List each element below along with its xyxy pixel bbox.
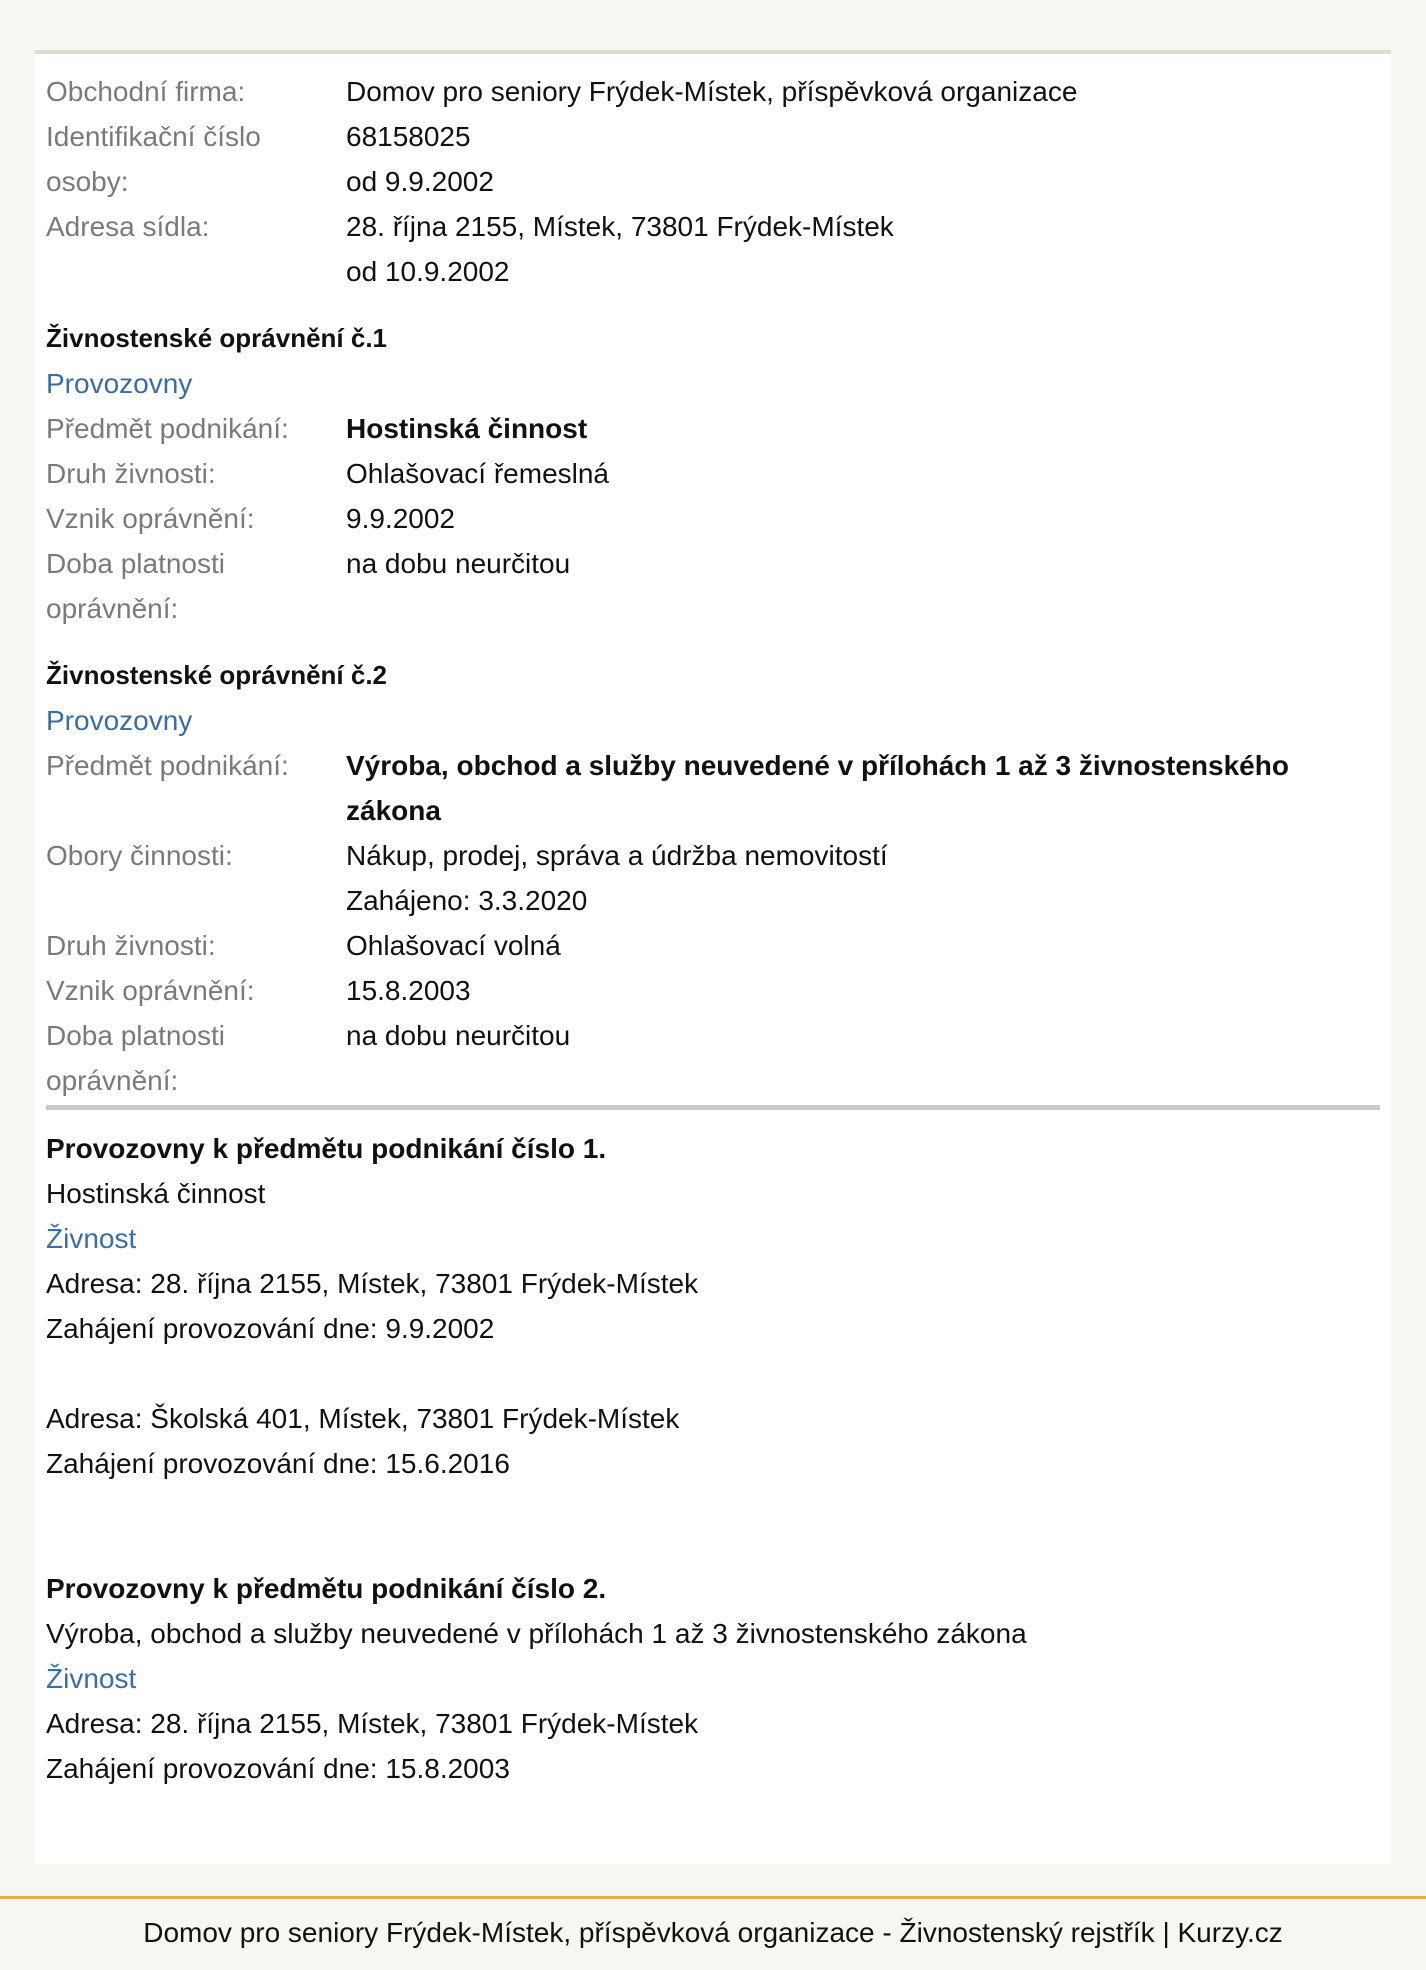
company-address-row xyxy=(46,204,1391,294)
license-1-type-row xyxy=(46,451,1391,496)
registry-content xyxy=(35,54,1391,1791)
establishments-1-zivnost-link[interactable]: Živnost xyxy=(46,1223,137,1254)
license-2-fields-started: Zahájeno: 3.3.2020 xyxy=(346,885,588,916)
license-2-type-value: Ohlašovací volná xyxy=(346,930,561,961)
spacer xyxy=(46,1351,1391,1396)
establishments-2-subject: Výroba, obchod a služby neuvedené v přílohách 1 až 3 živnostenského zákona xyxy=(46,1618,1027,1649)
company-name-value: Domov pro seniory Frýdek-Místek, příspěvková organizace xyxy=(346,76,1078,107)
license-1-validity-row xyxy=(46,541,1391,631)
license-2-type-row xyxy=(46,923,1391,968)
company-id-row xyxy=(46,114,1391,204)
license-2-title: Živnostenské oprávnění č.2 xyxy=(46,660,388,690)
license-2-provozovny-link[interactable]: Provozovny xyxy=(46,705,193,736)
company-id-since: od 9.9.2002 xyxy=(346,166,494,197)
license-2-type-label: Druh živnosti: xyxy=(46,930,216,961)
establishments-1-entry-1-started: Zahájení provozování dne: 9.9.2002 xyxy=(46,1313,495,1344)
establishments-2-title: Provozovny k předmětu podnikání číslo 2. xyxy=(46,1573,607,1604)
license-1-origin-row xyxy=(46,496,1391,541)
establishments-2-zivnost-link[interactable]: Živnost xyxy=(46,1663,137,1694)
company-address-value: 28. října 2155, Místek, 73801 Frýdek-Místek xyxy=(346,211,894,242)
license-1-origin-label: Vznik oprávnění: xyxy=(46,503,255,534)
license-2-validity-value: na dobu neurčitou xyxy=(346,1020,571,1051)
establishments-2-entry-1-address: Adresa: 28. října 2155, Místek, 73801 Frýdek-Místek xyxy=(46,1708,699,1739)
company-address-since: od 10.9.2002 xyxy=(346,256,510,287)
section-divider xyxy=(46,1105,1380,1110)
license-1-type-value: Ohlašovací řemeslná xyxy=(346,458,610,489)
license-2-validity-label-line1: Doba platnosti xyxy=(46,1020,226,1051)
license-2-subject-row xyxy=(46,743,1391,833)
company-id-label-line2: osoby: xyxy=(46,166,129,197)
license-1-validity-label-line2: oprávnění: xyxy=(46,593,179,624)
license-2-fields-row xyxy=(46,833,1391,923)
spacer xyxy=(46,1486,1391,1566)
registry-card xyxy=(35,50,1391,1864)
license-2-origin-label: Vznik oprávnění: xyxy=(46,975,255,1006)
company-id-value-block xyxy=(346,114,1391,204)
company-name-row xyxy=(46,69,1391,114)
license-1-provozovny-link[interactable]: Provozovny xyxy=(46,368,193,399)
company-id-value: 68158025 xyxy=(346,121,471,152)
establishments-1-title: Provozovny k předmětu podnikání číslo 1. xyxy=(46,1133,607,1164)
establishments-1-entry-2-started: Zahájení provozování dne: 15.6.2016 xyxy=(46,1448,510,1479)
license-1-subject-row xyxy=(46,406,1391,451)
license-2-origin-value: 15.8.2003 xyxy=(346,975,471,1006)
establishments-1-subject: Hostinská činnost xyxy=(46,1178,266,1209)
establishments-1-entry-2-address: Adresa: Školská 401, Místek, 73801 Frýdek-Místek xyxy=(46,1403,680,1434)
license-1-subject-value: Hostinská činnost xyxy=(346,413,588,444)
license-2-subject-label: Předmět podnikání: xyxy=(46,750,289,781)
footer-text: Domov pro seniory Frýdek-Místek, příspěvková organizace - Živnostenský rejstřík | Kurzy.cz xyxy=(143,1917,1283,1948)
license-2-validity-label-line2: oprávnění: xyxy=(46,1065,179,1096)
company-id-label xyxy=(46,114,346,204)
license-1-validity-label-line1: Doba platnosti xyxy=(46,548,226,579)
license-1-title: Živnostenské oprávnění č.1 xyxy=(46,323,388,353)
license-2-validity-row xyxy=(46,1013,1391,1103)
company-address-value-block xyxy=(346,204,1391,294)
license-1-origin-value: 9.9.2002 xyxy=(346,503,455,534)
license-2-validity-label xyxy=(46,1013,346,1103)
establishments-1-entry-1-address: Adresa: 28. října 2155, Místek, 73801 Frýdek-Místek xyxy=(46,1268,699,1299)
license-1-validity-label xyxy=(46,541,346,631)
page-footer xyxy=(0,1896,1426,1970)
establishments-2-entry-1-started: Zahájení provozování dne: 15.8.2003 xyxy=(46,1753,510,1784)
license-1-validity-value: na dobu neurčitou xyxy=(346,548,571,579)
license-2-fields-value: Nákup, prodej, správa a údržba nemovitostí xyxy=(346,840,888,871)
company-address-label: Adresa sídla: xyxy=(46,211,210,242)
license-2-fields-value-block xyxy=(346,833,1391,923)
license-2-fields-label: Obory činnosti: xyxy=(46,840,233,871)
company-id-label-line1: Identifikační číslo xyxy=(46,121,261,152)
license-1-type-label: Druh živnosti: xyxy=(46,458,216,489)
company-name-label: Obchodní firma: xyxy=(46,76,246,107)
license-2-origin-row xyxy=(46,968,1391,1013)
license-1-subject-label: Předmět podnikání: xyxy=(46,413,289,444)
license-2-subject-value: Výroba, obchod a služby neuvedené v přílohách 1 až 3 živnostenského zákona xyxy=(346,750,1289,826)
